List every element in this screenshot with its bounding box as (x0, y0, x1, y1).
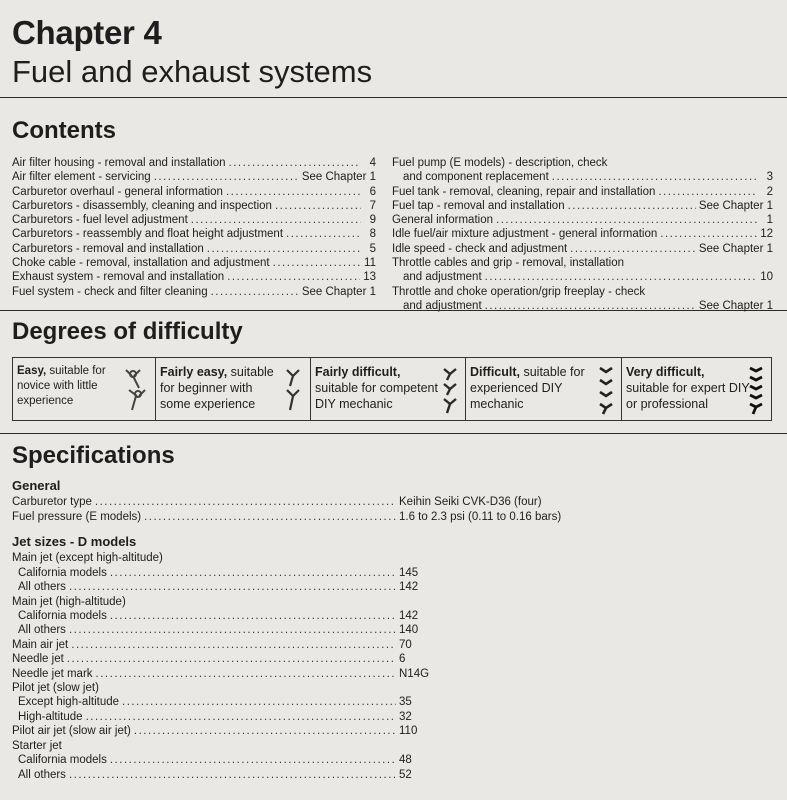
difficulty-level-difficult: Difficult, suitable for experienced DIY mechanic (465, 358, 621, 420)
chapter-title: Chapter 4 (12, 14, 162, 51)
specifications-heading: Specifications (12, 442, 175, 469)
spec-subheading: Jet sizes - D models (12, 534, 137, 549)
contents-entry: and component replacement ..... 3 (392, 170, 773, 184)
contents-entry: Carburetor overhaul - general information ..... 6 (12, 185, 376, 199)
spec-row: California models ..... 145 (12, 566, 772, 580)
spec-row: Fuel pressure (E models) ..... 1.6 to 2.3 psi (0.11 to 0.16 bars) (12, 510, 772, 524)
contents-left-column (12, 156, 376, 299)
contents-entry: Carburetors - disassembly, cleaning and inspection ..... 7 (12, 199, 376, 213)
difficulty-table (12, 357, 772, 421)
difficulty-level-fairly-easy: Fairly easy, suitable for beginner with some experience (155, 358, 310, 420)
spec-group-label: Pilot jet (slow jet) (12, 682, 99, 695)
spanner-icon-1 (123, 366, 149, 414)
difficulty-level-easy: Easy, suitable for novice with little experience (13, 358, 155, 420)
chapter-subtitle: Fuel and exhaust systems (12, 54, 373, 89)
section-rule (0, 433, 787, 434)
contents-entry: Idle speed - check and adjustment ..... See Chapter 1 (392, 242, 773, 256)
spec-row: Carburetor type ..... Keihin Seiki CVK-D36 (four) (12, 495, 772, 509)
spec-group-label: Main jet (high-altitude) (12, 595, 126, 608)
spec-row: Needle jet mark ..... N14G (12, 667, 772, 681)
contents-entry: Air filter element - servicing ..... See Chapter 1 (12, 170, 376, 184)
contents-entry: Choke cable - removal, installation and adjustment ..... 11 (12, 256, 376, 270)
spec-row: Needle jet ..... 6 (12, 652, 772, 666)
contents-entry: Carburetors - fuel level adjustment ..... 9 (12, 213, 376, 227)
difficulty-level-fairly-difficult: Fairly difficult, suitable for competent DIY mechanic (310, 358, 465, 420)
contents-entry: General information ..... 1 (392, 213, 773, 227)
spanner-icon-2 (284, 366, 304, 414)
spanner-icon-3 (441, 366, 459, 416)
contents-entry-line: Fuel pump (E models) - description, check (392, 157, 608, 169)
spec-row: Main air jet ..... 70 (12, 638, 772, 652)
contents-entry: and adjustment ..... 10 (392, 270, 773, 284)
spec-group-label: Main jet (except high-altitude) (12, 552, 163, 565)
spec-general (12, 479, 772, 524)
contents-right-column (392, 156, 773, 313)
spanner-icon-5 (747, 366, 765, 416)
spec-row: All others ..... 52 (12, 768, 772, 782)
contents-entry: Idle fuel/air mixture adjustment - general information ..... 12 (392, 227, 773, 241)
section-rule (0, 310, 787, 311)
spec-row: High-altitude ..... 32 (12, 710, 772, 724)
difficulty-heading: Degrees of difficulty (12, 318, 243, 345)
contents-entry: Carburetors - removal and installation ..... 5 (12, 242, 376, 256)
spanner-icon-4 (597, 366, 615, 416)
spec-group-label: Starter jet (12, 739, 62, 752)
spec-subheading: General (12, 478, 61, 493)
contents-entry-line: Throttle cables and grip - removal, installation (392, 257, 625, 270)
spec-row: Pilot air jet (slow air jet) ..... 110 (12, 724, 772, 738)
contents-entry: Air filter housing - removal and installation ..... 4 (12, 156, 376, 170)
contents-entry: Fuel system - check and filter cleaning ..... See Chapter 1 (12, 285, 376, 299)
title-rule (0, 97, 787, 98)
contents-heading: Contents (12, 117, 116, 144)
spec-row: California models ..... 48 (12, 753, 772, 767)
spec-row: Except high-altitude ..... 35 (12, 695, 772, 709)
difficulty-level-very-difficult: Very difficult, suitable for expert DIY or professional (621, 358, 771, 420)
spec-jet-sizes (12, 535, 772, 782)
contents-entry: Fuel tank - removal, cleaning, repair and installation ..... 2 (392, 185, 773, 199)
spec-row: All others ..... 140 (12, 623, 772, 637)
contents-entry-line: Throttle and choke operation/grip freeplay - check (392, 285, 646, 298)
contents-entry: Exhaust system - removal and installation ..... 13 (12, 270, 376, 284)
contents-entry: and adjustment ..... See Chapter 1 (392, 299, 773, 313)
contents-entry: Carburetors - reassembly and float height adjustment ..... 8 (12, 227, 376, 241)
spec-row: All others ..... 142 (12, 580, 772, 594)
spec-row: California models ..... 142 (12, 609, 772, 623)
contents-entry: Fuel tap - removal and installation ..... See Chapter 1 (392, 199, 773, 213)
